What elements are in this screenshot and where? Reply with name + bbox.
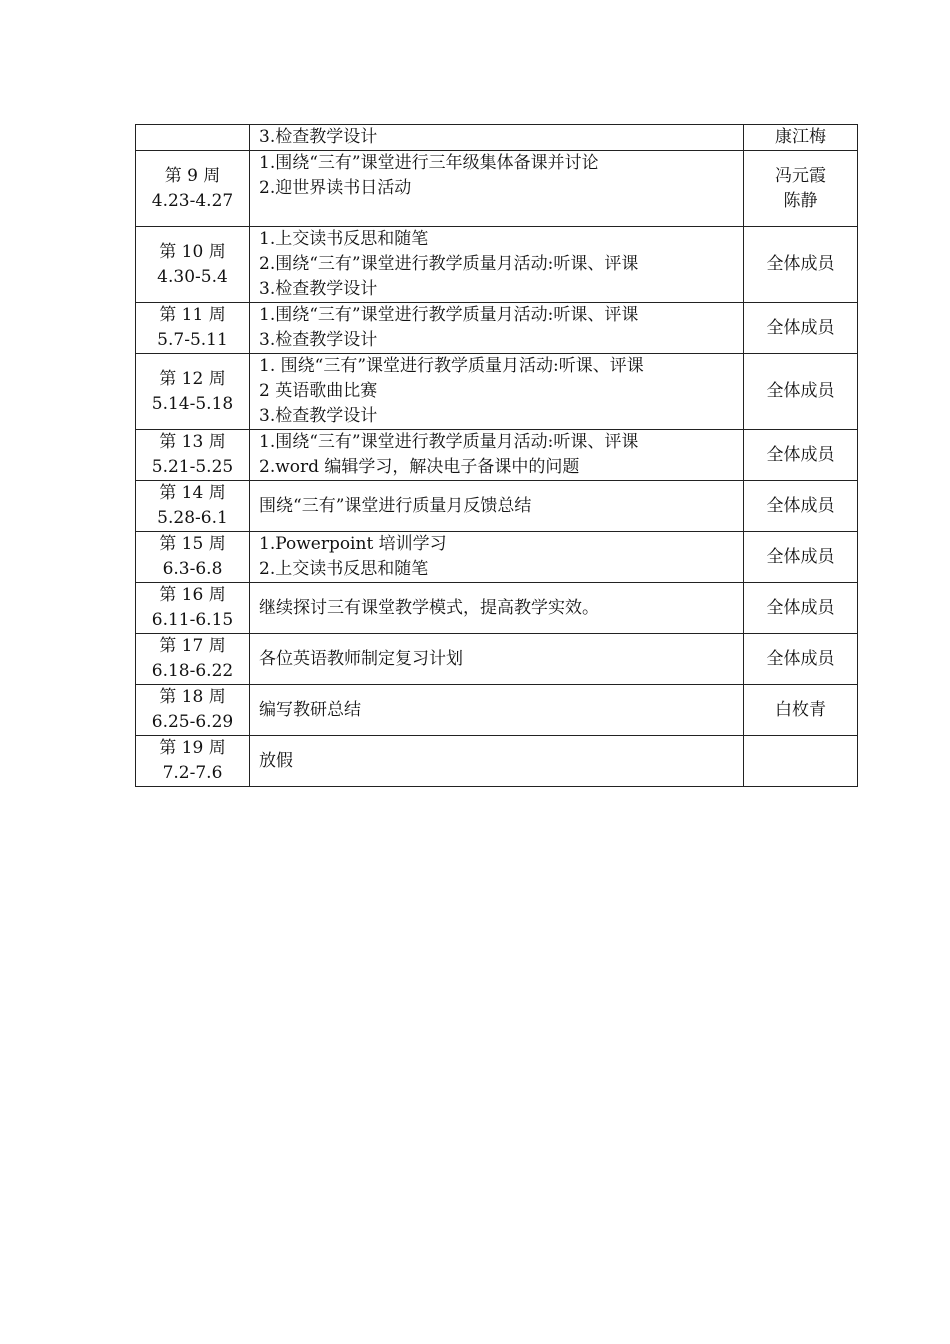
week-dates: 6.3-6.8 bbox=[162, 559, 223, 579]
person-name: 全体成员 bbox=[766, 444, 835, 465]
person-cell bbox=[744, 481, 858, 532]
table-row bbox=[136, 634, 858, 685]
content-line: 各位英语教师制定复习计划 bbox=[259, 648, 463, 669]
week-cell bbox=[136, 151, 250, 227]
content-line: 3.检查教学设计 bbox=[259, 406, 378, 426]
week-cell bbox=[136, 685, 250, 736]
person-cell bbox=[744, 151, 858, 227]
teaching-research-schedule-table bbox=[135, 124, 858, 787]
content-cell bbox=[250, 736, 744, 787]
person-name: 全体成员 bbox=[766, 597, 835, 618]
person-cell bbox=[744, 303, 858, 354]
table-row bbox=[136, 151, 858, 227]
week-cell bbox=[136, 532, 250, 583]
table-row bbox=[136, 685, 858, 736]
week-cell bbox=[136, 354, 250, 430]
content-cell bbox=[250, 685, 744, 736]
content-line: 1. 围绕“三有”课堂进行教学质量月活动:听课、评课 bbox=[259, 356, 644, 376]
week-dates: 5.21-5.25 bbox=[151, 457, 234, 477]
content-line: 1.Powerpoint 培训学习 bbox=[259, 534, 447, 554]
week-label: 第 12 周 bbox=[159, 368, 226, 389]
content-cell bbox=[250, 583, 744, 634]
person-cell bbox=[744, 583, 858, 634]
table-row bbox=[136, 227, 858, 303]
content-line: 2 英语歌曲比赛 bbox=[259, 381, 378, 401]
person-cell bbox=[744, 227, 858, 303]
table-row bbox=[136, 303, 858, 354]
week-dates: 7.2-7.6 bbox=[162, 763, 223, 783]
content-line: 1.围绕“三有”课堂进行教学质量月活动:听课、评课 bbox=[259, 305, 639, 325]
week-label: 第 16 周 bbox=[159, 585, 226, 605]
week-label: 第 11 周 bbox=[159, 305, 226, 325]
person-name: 全体成员 bbox=[766, 254, 835, 274]
content-line: 继续探讨三有课堂教学模式，提高教学实效。 bbox=[259, 597, 599, 618]
week-label: 第 14 周 bbox=[159, 483, 226, 503]
week-cell bbox=[136, 227, 250, 303]
content-line: 3.检查教学设计 bbox=[259, 127, 378, 147]
content-line: 放假 bbox=[259, 750, 293, 771]
content-cell bbox=[250, 634, 744, 685]
content-line: 2.上交读书反思和随笔 bbox=[259, 559, 429, 579]
person-name: 康江梅 bbox=[775, 127, 826, 147]
week-dates: 4.23-4.27 bbox=[151, 190, 234, 211]
week-dates: 5.7-5.11 bbox=[157, 330, 228, 350]
person-name: 冯元霞 bbox=[775, 165, 826, 186]
content-line: 2.迎世界读书日活动 bbox=[259, 178, 412, 198]
content-cell bbox=[250, 151, 744, 227]
content-line: 围绕“三有”课堂进行质量月反馈总结 bbox=[259, 495, 532, 516]
content-line: 2.word 编辑学习，解决电子备课中的问题 bbox=[259, 457, 580, 477]
table-row bbox=[136, 532, 858, 583]
week-dates: 5.14-5.18 bbox=[151, 393, 234, 414]
week-cell bbox=[136, 481, 250, 532]
content-line: 1.上交读书反思和随笔 bbox=[259, 229, 429, 249]
content-line: 1.围绕“三有”课堂进行教学质量月活动:听课、评课 bbox=[259, 432, 639, 452]
table-row bbox=[136, 583, 858, 634]
content-cell bbox=[250, 354, 744, 430]
content-line: 3.检查教学设计 bbox=[259, 330, 378, 350]
content-cell bbox=[250, 481, 744, 532]
week-cell bbox=[136, 634, 250, 685]
table-row bbox=[136, 481, 858, 532]
content-line: 3.检查教学设计 bbox=[259, 279, 378, 299]
week-label: 第 18 周 bbox=[159, 687, 226, 707]
week-label: 第 19 周 bbox=[159, 738, 226, 758]
person-cell bbox=[744, 532, 858, 583]
content-line: 1.围绕“三有”课堂进行三年级集体备课并讨论 bbox=[259, 153, 599, 173]
week-label: 第 13 周 bbox=[159, 432, 226, 452]
person-name: 全体成员 bbox=[766, 648, 835, 669]
table-row bbox=[136, 430, 858, 481]
content-cell bbox=[250, 303, 744, 354]
week-dates: 6.25-6.29 bbox=[151, 712, 234, 732]
person-name: 全体成员 bbox=[766, 495, 835, 516]
week-dates: 6.18-6.22 bbox=[151, 661, 234, 681]
week-cell bbox=[136, 583, 250, 634]
content-cell bbox=[250, 227, 744, 303]
week-label: 第 15 周 bbox=[159, 534, 226, 554]
content-line: 编写教研总结 bbox=[259, 699, 361, 720]
person-cell bbox=[744, 354, 858, 430]
week-cell bbox=[136, 430, 250, 481]
week-cell bbox=[136, 736, 250, 787]
person-name: 白枚青 bbox=[775, 699, 826, 720]
week-label: 第 10 周 bbox=[159, 241, 226, 262]
table-row bbox=[136, 125, 858, 151]
person-cell bbox=[744, 125, 858, 151]
person-cell bbox=[744, 634, 858, 685]
week-dates: 6.11-6.15 bbox=[151, 610, 234, 630]
content-cell bbox=[250, 532, 744, 583]
content-cell bbox=[250, 430, 744, 481]
table-row bbox=[136, 736, 858, 787]
person-name: 全体成员 bbox=[766, 381, 835, 401]
week-label: 第 9 周 bbox=[164, 165, 221, 186]
content-cell bbox=[250, 125, 744, 151]
week-cell bbox=[136, 303, 250, 354]
person-cell bbox=[744, 430, 858, 481]
person-cell bbox=[744, 736, 858, 787]
week-dates: 5.28-6.1 bbox=[157, 508, 228, 528]
table-row bbox=[136, 354, 858, 430]
person-cell bbox=[744, 685, 858, 736]
person-name: 全体成员 bbox=[766, 317, 835, 338]
week-label: 第 17 周 bbox=[159, 636, 226, 656]
content-line: 2.围绕“三有”课堂进行教学质量月活动:听课、评课 bbox=[259, 254, 639, 274]
person-name: 陈静 bbox=[783, 190, 818, 211]
week-dates: 4.30-5.4 bbox=[157, 266, 228, 287]
week-cell bbox=[136, 125, 250, 151]
person-name: 全体成员 bbox=[766, 546, 835, 567]
